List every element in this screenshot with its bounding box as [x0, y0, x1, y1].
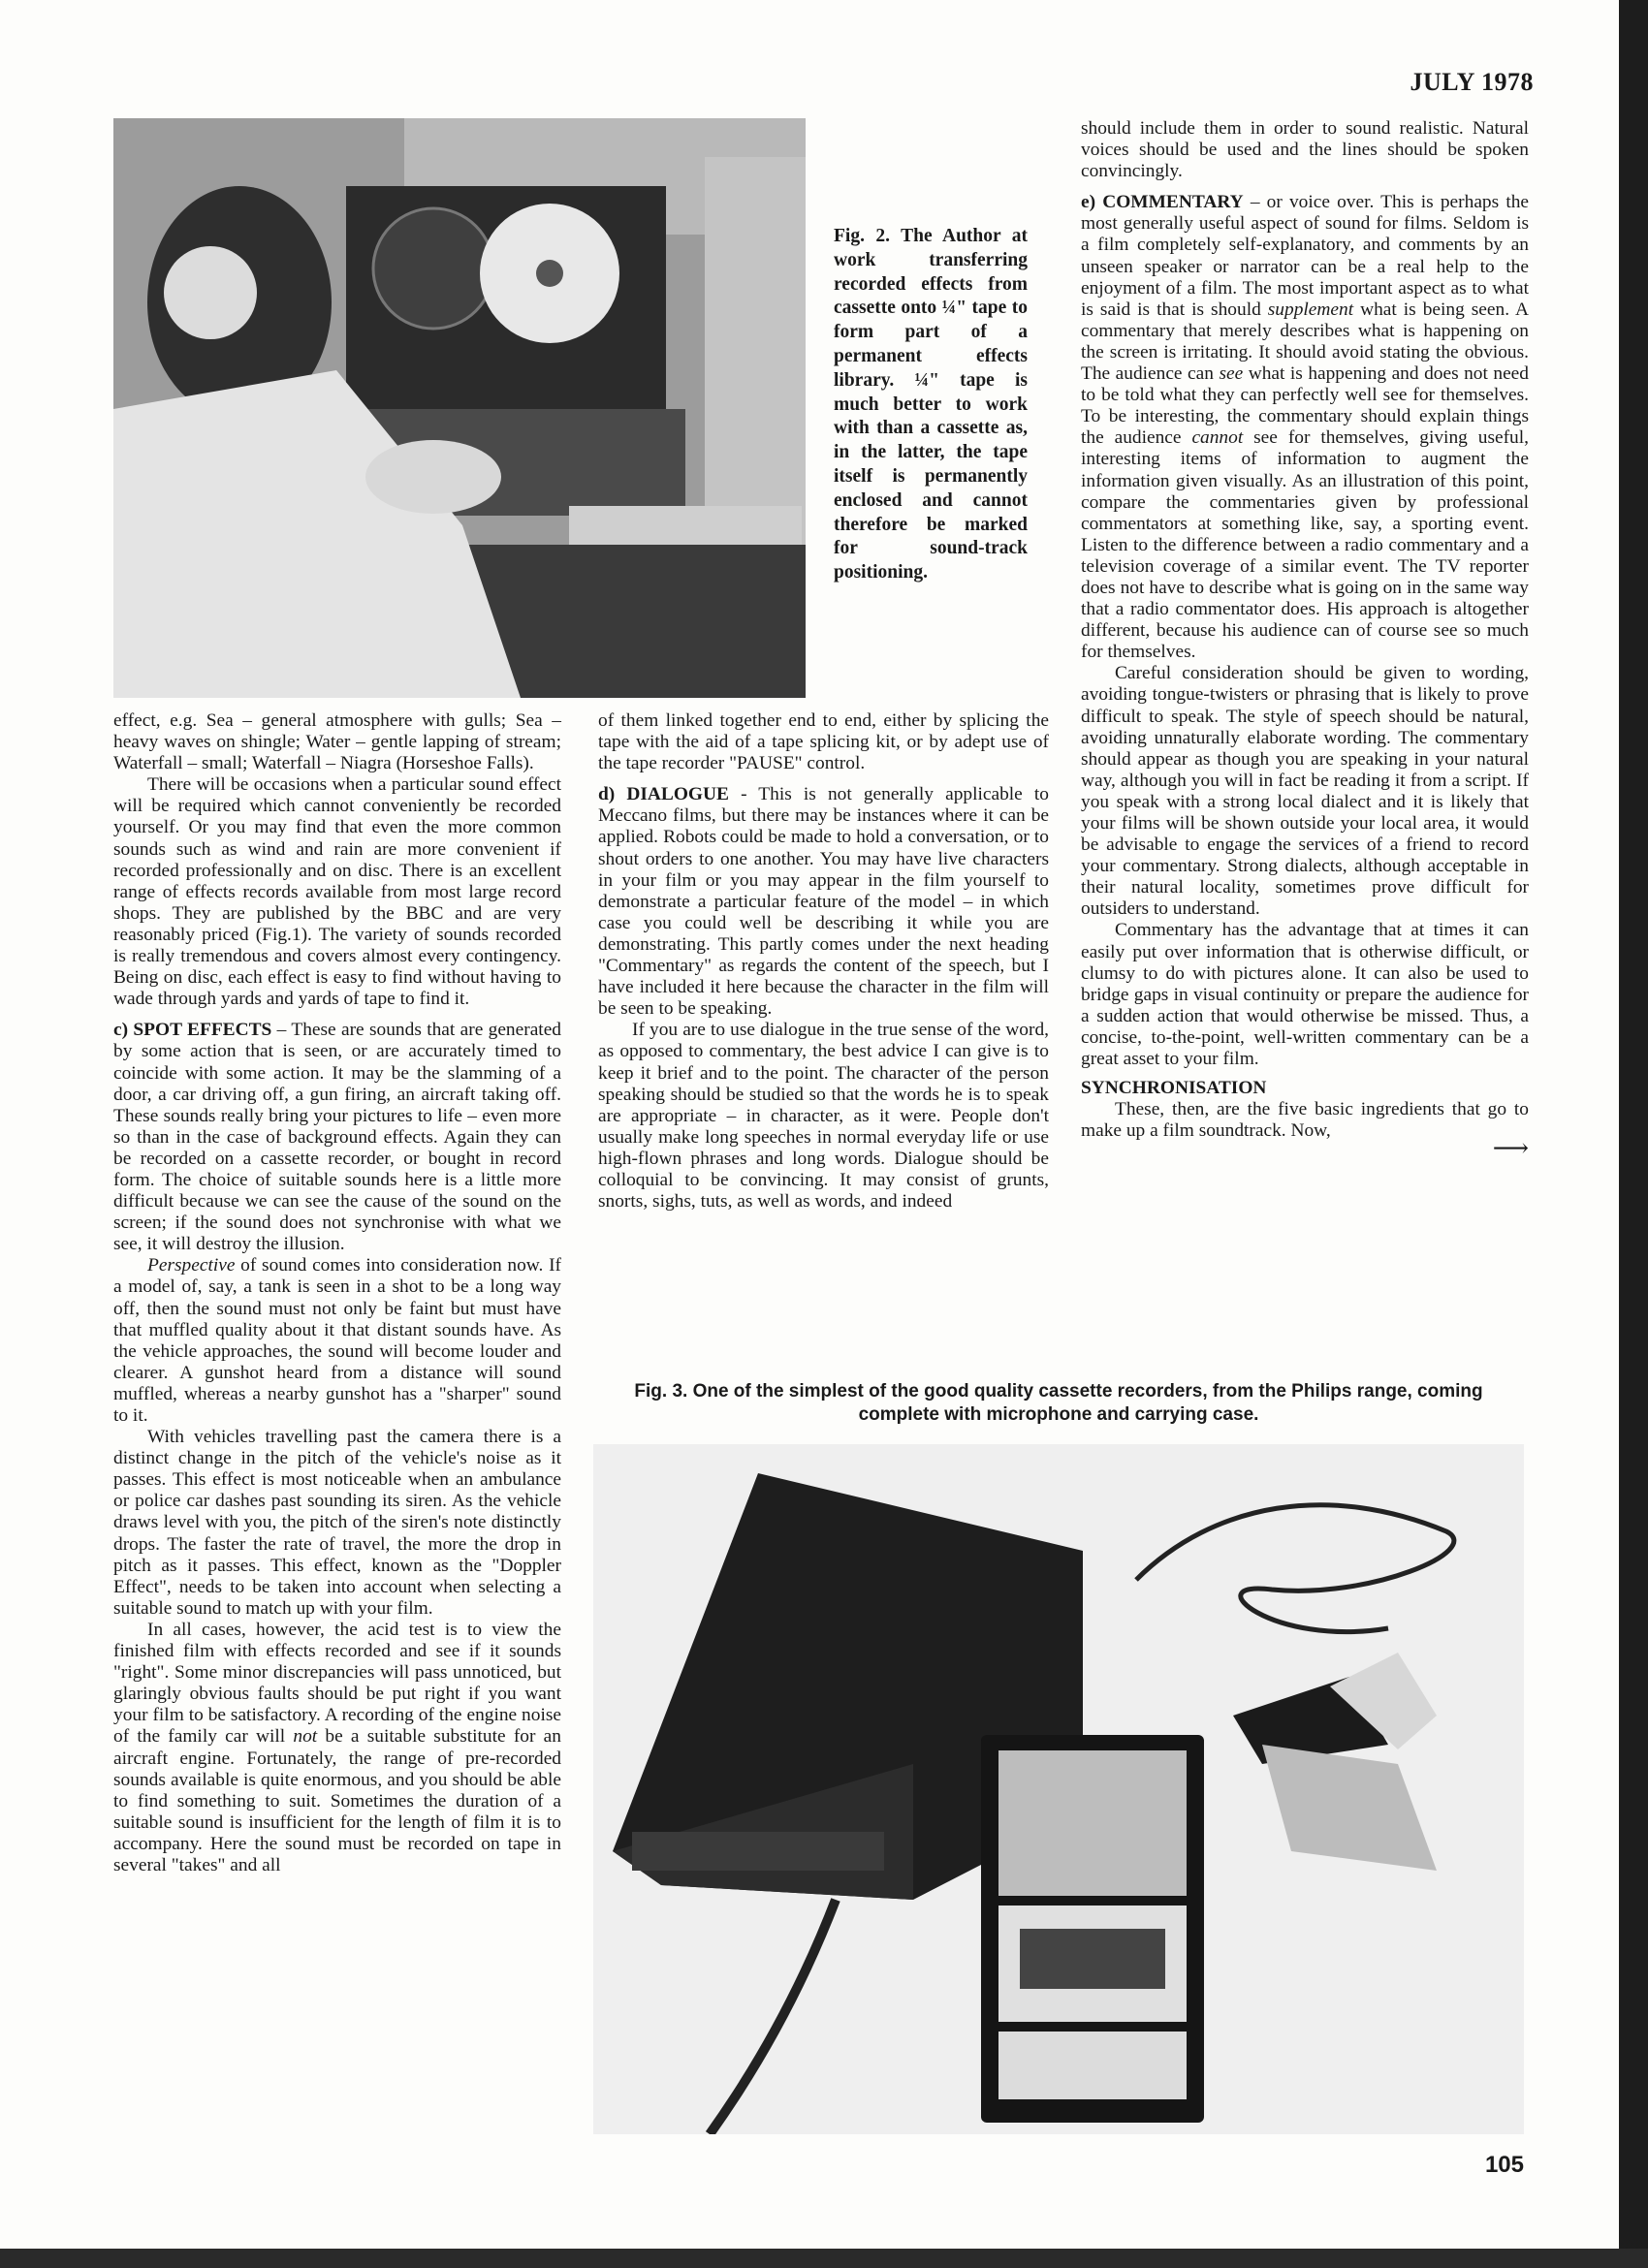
acid-test-text-b: be a suitable substitute for an aircraft engine. Fortunately, the range of pre-recorded sounds available is quite enormous, and you should be able to find something to suit. Sometimes the duration of a suitable sound is insufficient for the length of film it is to accompany. Here the sound must be recorded on tape in several "takes" and all: [113, 1726, 561, 1875]
fig3-caption: Fig. 3. One of the simplest of the good quality cassette recorders, from the Philips range, coming complete with microphone and carrying case.: [634, 1381, 1483, 1425]
commentary-text-d: see for themselves, giving useful, interesting items of information to augment the information given visually. As an illustration of this point, compare the commentaries given by professional commentators at something like, say, a sporting event. Listen to the difference between a radio commentary and a television coverage of a similar event. The TV reporter does not have to describe what is going on in the same way that a radio commentator does. His approach is altogether different, because his audience can of course see so much for themselves.: [1081, 427, 1529, 663]
commentary-text-c: what is happening and does not need to be told what they can perfectly well see for themselves. To be interesting, the commentary should explain things the audience: [1081, 363, 1529, 449]
perspective-term: Perspective: [147, 1255, 236, 1276]
issue-date: JULY 1978: [1410, 68, 1534, 96]
col1-paragraph-2: There will be occasions when a particular sound effect will be required which cannot conveniently be recorded yourself. Or you may find that even the more common sounds such as wind and rain are more convenient if recorded professionally and on disc. There is an excellent range of effects records available from most large record shops. They are published by the BBC and are very reasonably priced (Fig.1). The variety of sounds recorded is really tremendous and covers almost every contingency. Being on disc, each effect is easy to find without having to wade through yards and yards of tape to find it.: [113, 774, 561, 1010]
col3-paragraph-advantage: Commentary has the advantage that at times it can easily put over information that is otherwise difficult, or clumsy to do with pictures alone. It can also be used to bridge gaps in visual continuity or prepare the audience for a sudden action that would otherwise be missed. Thus, a concise, to-the-point, well-written commentary can be a great asset to your film.: [1081, 920, 1529, 1070]
acid-test-emphasis: not: [293, 1726, 318, 1748]
commentary-emphasis-see: see: [1219, 363, 1244, 385]
commentary-emphasis-cannot: cannot: [1191, 427, 1244, 449]
spot-effects-heading: c) SPOT EFFECTS: [113, 1020, 272, 1041]
continue-arrow-icon: ⟶: [1492, 1134, 1529, 1163]
col1-paragraph-perspective: [113, 1255, 561, 1427]
column-1: [113, 710, 561, 1876]
commentary-text-b: what is being seen. A commentary that merely describes what is happening on the screen is irritating. It should avoid stating the obvious. The audience can: [1081, 299, 1529, 385]
col2-paragraph-3: If you are to use dialogue in the true sense of the word, as opposed to commentary, the best advice I can give is to keep it brief and to the point. The character of the person speaking should be studied so that the words he is to speak are appropriate – in character, as it were. People don't usually make long speeches in normal everyday life or use high-flown phrases and long words. Dialogue should be colloquial to be convincing. It may consist of grunts, snorts, sighs, tuts, as well as words, and indeed: [598, 1020, 1049, 1213]
dialogue-heading: d) DIALOGUE: [598, 784, 729, 805]
col2-paragraph-1: of them linked together end to end, either by splicing the tape with the aid of a tape splicing kit, or by adept use of the tape recorder "PAUSE" control.: [598, 710, 1049, 774]
synchronisation-heading: SYNCHRONISATION: [1081, 1078, 1267, 1099]
page-number: 105: [1484, 2152, 1524, 2178]
col1-paragraph-spot-effects: [113, 1020, 561, 1255]
col3-paragraph-5: These, then, are the five basic ingredients that go to make up a film soundtrack. Now,: [1081, 1099, 1529, 1142]
spot-effects-text: – These are sounds that are generated by some action that is seen, or are accurately timed to coincide with some action. It may be the slamming of a door, a car driving off, a gun firing, an aircraft taking off. These sounds really bring your pictures to life – even more so than in the case of background effects. Again they can be recorded on a cassette recorder, or bought in record form. The choice of suitable sounds here is a little more difficult because we can see the cause of the sound on the screen; if the sound does not synchronise with what we see, it will destroy the illusion.: [113, 1020, 561, 1255]
acid-test-text-a: In all cases, however, the acid test is to view the finished film with effects recorded and see if it sounds "right". Some minor discrepancies will pass unnoticed, but glaringly obvious faults should be put right if you want your film to be satisfactory. A recording of the engine noise of the family car will: [113, 1619, 561, 1748]
column-3: [1081, 118, 1530, 1163]
fig3-photo: [593, 1444, 1524, 2134]
scan-edge-bottom: [0, 2249, 1648, 2268]
commentary-heading: e) COMMENTARY: [1081, 192, 1244, 213]
fig2-caption: Fig. 2. The Author at work transferring recorded effects from cassette onto ¼" tape to form part of a permanent effects library. ¼" tape is much better to work with than a cassette as, in the latter, the tape itself is permanently enclosed and cannot therefore be marked for sound-track positioning.: [834, 226, 1028, 583]
col3-paragraph-1: should include them in order to sound realistic. Natural voices should be used and the lines should be spoken convincingly.: [1081, 118, 1529, 182]
perspective-text: of sound comes into consideration now. If a model of, say, a tank is seen in a shot to be a long way off, then the sound must not only be faint but must have that muffled quality about it that distant sounds have. As the vehicle approaches, the sound will become louder and clearer. A gunshot heard from a distance will sound muffled, whereas a nearby gunshot has a "sharper" sound to it.: [113, 1255, 561, 1426]
cassette-recorder-photo-image: [593, 1444, 1524, 2134]
commentary-text-a: – or voice over. This is perhaps the most generally useful aspect of sound for films. Seldom is a film completely self-explanatory, and comments by an unseen speaker or narrator can be a real help to the enjoyment of a film. The most important aspect as to what is said is that is should: [1081, 192, 1530, 320]
col3-paragraph-careful: Careful consideration should be given to wording, avoiding tongue-twisters or phrasing that is likely to prove difficult to speak. The style of speech should be natural, avoiding unnaturally elaborate wording. The commentary should appear as though you are speaking in your natural way, although you will in fact be reading it from a script. If you speak with a strong local dialect and it is likely that your films will be shown outside your local area, it would be advisable to engage the services of a friend to record your commentary. Strong dialects, although acceptable in their natural locality, sometimes prove difficult for outsiders to understand.: [1081, 663, 1529, 920]
col3-paragraph-commentary: [1081, 192, 1529, 663]
col1-paragraph-acid-test: [113, 1620, 561, 1876]
col1-paragraph-1: effect, e.g. Sea – general atmosphere with gulls; Sea – heavy waves on shingle; Water – gentle lapping of stream; Waterfall – small; Waterfall – Niagra (Horseshoe Falls).: [113, 710, 561, 774]
scan-edge-right: [1619, 0, 1648, 2268]
col1-paragraph-doppler: With vehicles travelling past the camera there is a distinct change in the pitch of the vehicle's noise as it passes. This effect is most noticeable when an ambulance or police car dashes past sounding its siren. As the vehicle draws level with you, the pitch of the siren's note distinctly drops. The faster the rate of travel, the more the drop in pitch as it passes. This effect, known as the "Doppler Effect", needs to be taken into account when selecting a suitable sound to match up with your film.: [113, 1427, 561, 1619]
tape-recorder-photo-image: [113, 118, 806, 698]
commentary-emphasis-supplement: supplement: [1267, 299, 1354, 320]
col2-paragraph-dialogue: [598, 784, 1049, 1020]
column-2: [598, 710, 1049, 1213]
dialogue-text: - This is not generally applicable to Meccano films, but there may be instances where it can be applied. Robots could be made to hold a conversation, or to shout orders to one another. You may have live characters in your film or you may appear in the film yourself to demonstrate a particular feature of the model – in which case you could well be describing it while you are demonstrating. This partly comes under the next heading "Commentary" as regards the content of the speech, but I have included it here because the character in the film will be seen to be speaking.: [598, 784, 1049, 1020]
fig2-photo: [113, 118, 806, 698]
